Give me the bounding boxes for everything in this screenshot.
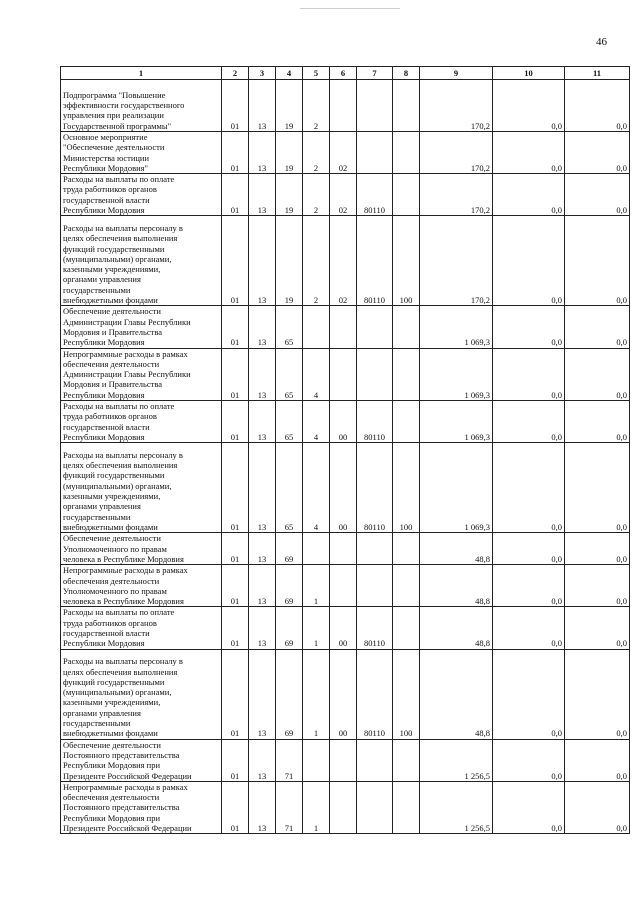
table-row	[61, 607, 630, 649]
col-header: 8	[393, 67, 420, 80]
cell-c5: 2	[303, 174, 330, 216]
cell-c7: 80110	[357, 607, 393, 649]
row-name: Непрограммные расходы в рамках обеспечения деятельности Постоянного представительства Республики Мордовия при Президенте Российской Федерации	[61, 781, 222, 833]
cell-c6	[330, 80, 357, 132]
cell-c7: 80110	[357, 443, 393, 533]
cell-c5: 1	[303, 781, 330, 833]
cell-c2: 01	[222, 649, 249, 739]
col-header: 7	[357, 67, 393, 80]
cell-c7	[357, 533, 393, 565]
cell-c9: 1 069,3	[420, 401, 493, 443]
cell-c10: 0,0	[493, 306, 565, 348]
cell-c8	[393, 306, 420, 348]
table-row	[61, 132, 630, 174]
cell-c2: 01	[222, 443, 249, 533]
cell-c4: 69	[276, 533, 303, 565]
cell-c4: 71	[276, 781, 303, 833]
cell-c8: 100	[393, 443, 420, 533]
row-name: Расходы на выплаты по оплате труда работников органов государственной власти Республики Мордовия	[61, 174, 222, 216]
cell-c7	[357, 781, 393, 833]
cell-c5: 4	[303, 401, 330, 443]
cell-c11: 0,0	[565, 174, 630, 216]
table-row	[61, 80, 630, 132]
cell-c9: 1 069,3	[420, 306, 493, 348]
row-name: Непрограммные расходы в рамках обеспечения деятельности Уполномоченного по правам человека в Республике Мордовия	[61, 565, 222, 607]
cell-c8	[393, 607, 420, 649]
cell-c6: 00	[330, 649, 357, 739]
cell-c9: 48,8	[420, 649, 493, 739]
cell-c6: 00	[330, 607, 357, 649]
cell-c10: 0,0	[493, 132, 565, 174]
cell-c10: 0,0	[493, 565, 565, 607]
cell-c3: 13	[249, 132, 276, 174]
cell-c11: 0,0	[565, 565, 630, 607]
cell-c7: 80110	[357, 174, 393, 216]
cell-c2: 01	[222, 607, 249, 649]
col-header: 3	[249, 67, 276, 80]
cell-c5: 1	[303, 565, 330, 607]
cell-c8	[393, 533, 420, 565]
cell-c11: 0,0	[565, 649, 630, 739]
cell-c2: 01	[222, 533, 249, 565]
cell-c2: 01	[222, 739, 249, 781]
cell-c3: 13	[249, 739, 276, 781]
table-row	[61, 739, 630, 781]
cell-c2: 01	[222, 401, 249, 443]
cell-c11: 0,0	[565, 306, 630, 348]
col-header: 2	[222, 67, 249, 80]
table-row	[61, 174, 630, 216]
col-header: 11	[565, 67, 630, 80]
cell-c11: 0,0	[565, 216, 630, 306]
cell-c4: 19	[276, 174, 303, 216]
cell-c8	[393, 174, 420, 216]
table-row	[61, 348, 630, 400]
row-name: Подпрограмма "Повышение эффективности государственного управления при реализации Государственной программы"	[61, 80, 222, 132]
cell-c7	[357, 306, 393, 348]
cell-c9: 48,8	[420, 607, 493, 649]
cell-c5	[303, 739, 330, 781]
table-row	[61, 565, 630, 607]
page-number: 46	[596, 36, 607, 48]
cell-c9: 48,8	[420, 565, 493, 607]
cell-c8: 100	[393, 649, 420, 739]
cell-c8	[393, 80, 420, 132]
cell-c11: 0,0	[565, 132, 630, 174]
row-name: Расходы на выплаты персоналу в целях обеспечения выполнения функций государственными (муниципальными) органами, казенными учреждениями, органами управления государственными внебюджетными фондами	[61, 443, 222, 533]
cell-c9: 48,8	[420, 533, 493, 565]
cell-c2: 01	[222, 216, 249, 306]
cell-c6: 02	[330, 174, 357, 216]
header-row	[61, 67, 630, 80]
cell-c11: 0,0	[565, 80, 630, 132]
cell-c9: 170,2	[420, 174, 493, 216]
col-header: 6	[330, 67, 357, 80]
cell-c7	[357, 132, 393, 174]
row-name: Основное мероприятие "Обеспечение деятельности Министерства юстиции Республики Мордовия"	[61, 132, 222, 174]
cell-c5: 1	[303, 607, 330, 649]
cell-c3: 13	[249, 607, 276, 649]
cell-c7: 80110	[357, 216, 393, 306]
cell-c5: 2	[303, 216, 330, 306]
cell-c9: 170,2	[420, 80, 493, 132]
cell-c6: 02	[330, 132, 357, 174]
row-name: Расходы на выплаты по оплате труда работников органов государственной власти Республики Мордовия	[61, 401, 222, 443]
cell-c9: 1 069,3	[420, 443, 493, 533]
cell-c4: 69	[276, 607, 303, 649]
cell-c3: 13	[249, 401, 276, 443]
cell-c7: 80110	[357, 649, 393, 739]
row-name: Обеспечение деятельности Уполномоченного по правам человека в Республике Мордовия	[61, 533, 222, 565]
cell-c9: 1 256,5	[420, 739, 493, 781]
cell-c3: 13	[249, 533, 276, 565]
cell-c3: 13	[249, 174, 276, 216]
cell-c11: 0,0	[565, 739, 630, 781]
cell-c2: 01	[222, 565, 249, 607]
table-row	[61, 533, 630, 565]
cell-c9: 170,2	[420, 216, 493, 306]
col-header: 9	[420, 67, 493, 80]
cell-c11: 0,0	[565, 781, 630, 833]
cell-c7	[357, 739, 393, 781]
cell-c6	[330, 533, 357, 565]
cell-c11: 0,0	[565, 401, 630, 443]
cell-c5	[303, 533, 330, 565]
cell-c4: 19	[276, 80, 303, 132]
table-row	[61, 401, 630, 443]
cell-c8	[393, 739, 420, 781]
cell-c4: 65	[276, 306, 303, 348]
table-row	[61, 443, 630, 533]
cell-c4: 19	[276, 132, 303, 174]
cell-c2: 01	[222, 306, 249, 348]
cell-c4: 71	[276, 739, 303, 781]
row-name: Непрограммные расходы в рамках обеспечения деятельности Администрации Главы Республики Мордовия и Правительства Республики Мордовия	[61, 348, 222, 400]
cell-c8	[393, 348, 420, 400]
cell-c5: 2	[303, 80, 330, 132]
cell-c9: 170,2	[420, 132, 493, 174]
top-rule	[300, 8, 400, 9]
cell-c11: 0,0	[565, 607, 630, 649]
cell-c10: 0,0	[493, 348, 565, 400]
cell-c5: 1	[303, 649, 330, 739]
cell-c7	[357, 565, 393, 607]
row-name: Расходы на выплаты по оплате труда работников органов государственной власти Республики Мордовия	[61, 607, 222, 649]
col-header: 5	[303, 67, 330, 80]
cell-c5: 4	[303, 348, 330, 400]
row-name: Обеспечение деятельности Постоянного представительства Республики Мордовия при Президенте Российской Федерации	[61, 739, 222, 781]
row-name: Расходы на выплаты персоналу в целях обеспечения выполнения функций государственными (муниципальными) органами, казенными учреждениями, органами управления государственными внебюджетными фондами	[61, 649, 222, 739]
cell-c10: 0,0	[493, 781, 565, 833]
cell-c6	[330, 739, 357, 781]
cell-c10: 0,0	[493, 649, 565, 739]
cell-c11: 0,0	[565, 348, 630, 400]
cell-c11: 0,0	[565, 533, 630, 565]
cell-c2: 01	[222, 80, 249, 132]
cell-c4: 65	[276, 348, 303, 400]
cell-c7	[357, 80, 393, 132]
cell-c6: 00	[330, 401, 357, 443]
cell-c3: 13	[249, 80, 276, 132]
cell-c8	[393, 401, 420, 443]
table-row	[61, 216, 630, 306]
cell-c5	[303, 306, 330, 348]
cell-c3: 13	[249, 306, 276, 348]
cell-c8: 100	[393, 216, 420, 306]
cell-c10: 0,0	[493, 739, 565, 781]
cell-c6: 00	[330, 443, 357, 533]
cell-c3: 13	[249, 781, 276, 833]
table-row	[61, 306, 630, 348]
cell-c4: 69	[276, 649, 303, 739]
cell-c9: 1 256,5	[420, 781, 493, 833]
table-row	[61, 649, 630, 739]
cell-c10: 0,0	[493, 174, 565, 216]
budget-table	[60, 66, 630, 834]
cell-c10: 0,0	[493, 216, 565, 306]
cell-c6	[330, 306, 357, 348]
cell-c4: 65	[276, 401, 303, 443]
cell-c2: 01	[222, 174, 249, 216]
cell-c6	[330, 348, 357, 400]
col-header: 10	[493, 67, 565, 80]
cell-c4: 69	[276, 565, 303, 607]
table-row	[61, 781, 630, 833]
cell-c3: 13	[249, 649, 276, 739]
cell-c2: 01	[222, 781, 249, 833]
cell-c9: 1 069,3	[420, 348, 493, 400]
cell-c6	[330, 565, 357, 607]
cell-c8	[393, 781, 420, 833]
cell-c3: 13	[249, 443, 276, 533]
cell-c7: 80110	[357, 401, 393, 443]
cell-c10: 0,0	[493, 80, 565, 132]
cell-c2: 01	[222, 132, 249, 174]
col-header: 4	[276, 67, 303, 80]
cell-c10: 0,0	[493, 443, 565, 533]
cell-c3: 13	[249, 348, 276, 400]
cell-c11: 0,0	[565, 443, 630, 533]
cell-c4: 65	[276, 443, 303, 533]
cell-c10: 0,0	[493, 607, 565, 649]
cell-c2: 01	[222, 348, 249, 400]
cell-c8	[393, 565, 420, 607]
cell-c3: 13	[249, 565, 276, 607]
cell-c6: 02	[330, 216, 357, 306]
cell-c8	[393, 132, 420, 174]
cell-c7	[357, 348, 393, 400]
row-name: Обеспечение деятельности Администрации Главы Республики Мордовия и Правительства Республики Мордовия	[61, 306, 222, 348]
cell-c5: 4	[303, 443, 330, 533]
cell-c4: 19	[276, 216, 303, 306]
col-header: 1	[61, 67, 222, 80]
cell-c10: 0,0	[493, 533, 565, 565]
row-name: Расходы на выплаты персоналу в целях обеспечения выполнения функций государственными (муниципальными) органами, казенными учреждениями, органами управления государственными внебюджетными фондами	[61, 216, 222, 306]
cell-c6	[330, 781, 357, 833]
cell-c3: 13	[249, 216, 276, 306]
cell-c10: 0,0	[493, 401, 565, 443]
cell-c5: 2	[303, 132, 330, 174]
